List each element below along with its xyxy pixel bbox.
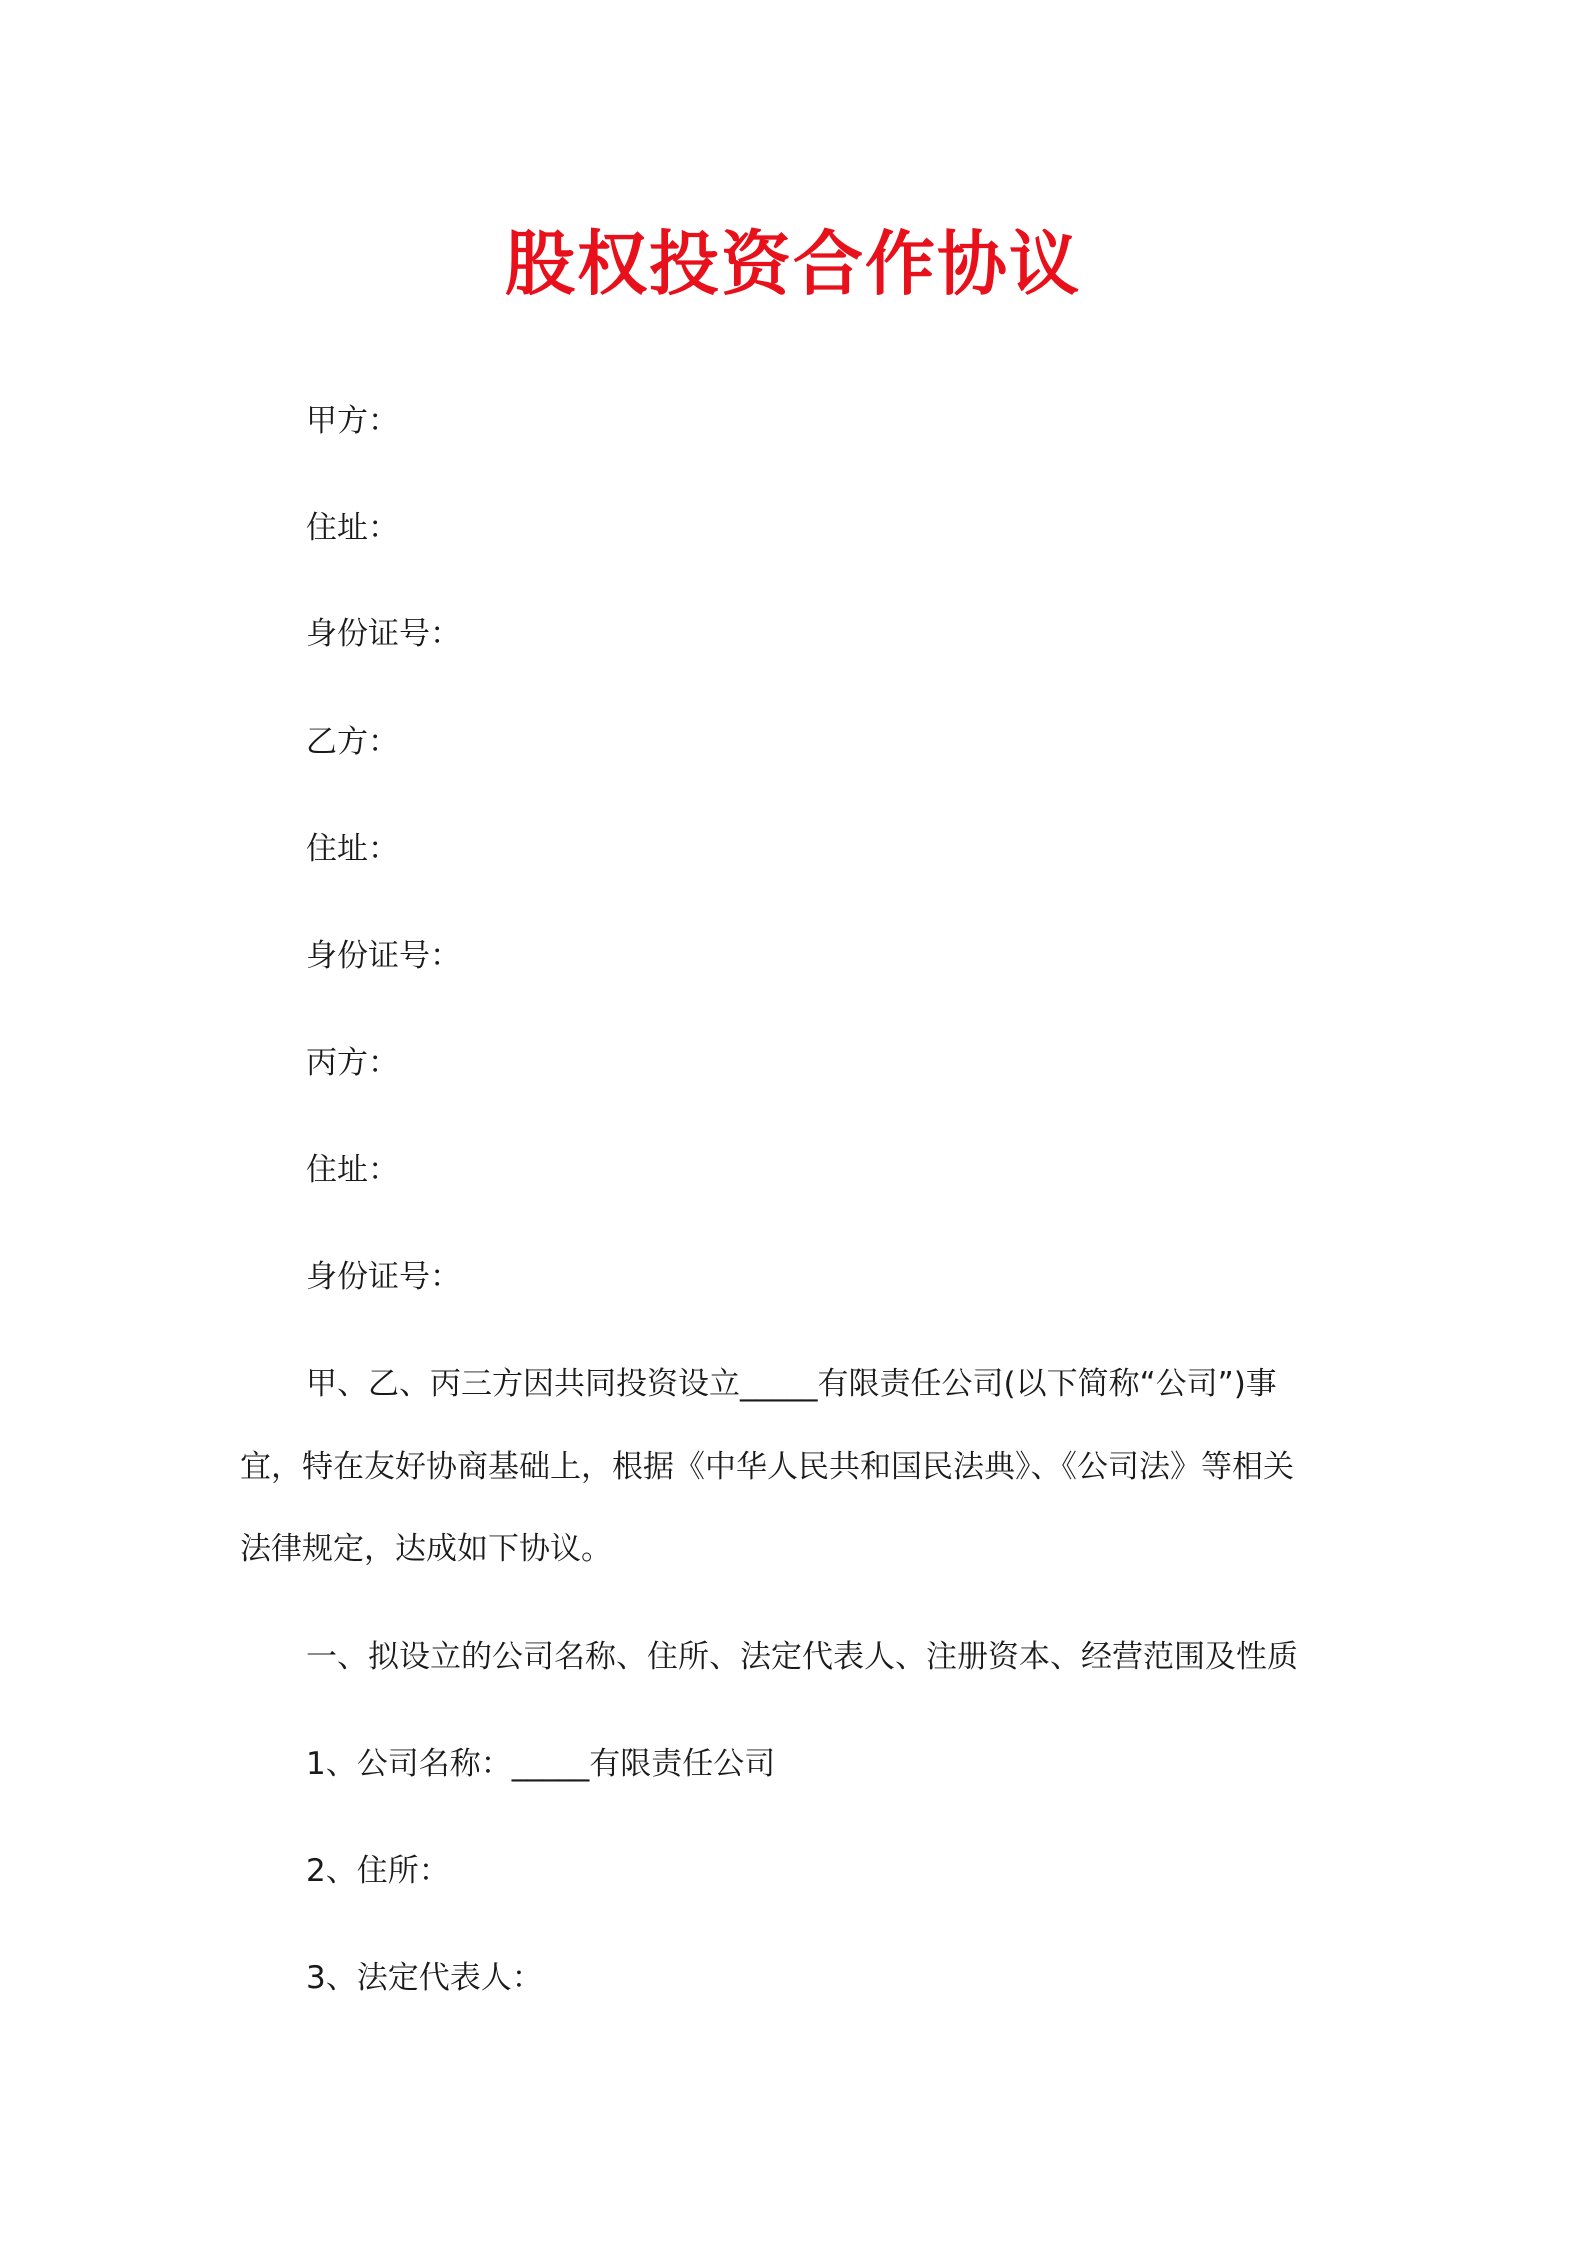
party-c-id-label: 身份证号： [306, 1259, 461, 1295]
document-title: 股权投资合作协议 [505, 223, 1081, 305]
section-1-item: 3、法定代表人： [306, 1960, 543, 1996]
party-a-address-label: 住址： [306, 510, 399, 546]
party-c-address-label: 住址： [306, 1152, 399, 1188]
party-a-label: 甲方： [306, 403, 399, 439]
intro-line-3: 法律规定，达成如下协议。 [240, 1531, 612, 1567]
intro-line-2: 宜，特在友好协商基础上，根据《中华人民共和国民法典》、《公司法》等相关 [240, 1449, 1294, 1485]
party-a-id-label: 身份证号： [306, 616, 461, 652]
party-c-label: 丙方： [306, 1045, 399, 1081]
intro-line-1: 甲、乙、丙三方因共同投资设立_____有限责任公司(以下简称“公司”)事 [306, 1366, 1277, 1402]
section-1-heading: 一、拟设立的公司名称、住所、法定代表人、注册资本、经营范围及性质 [306, 1639, 1298, 1675]
section-1-item: 2、住所： [306, 1853, 450, 1889]
party-b-address-label: 住址： [306, 831, 399, 867]
party-b-label: 乙方： [306, 724, 399, 760]
section-1-item: 1、公司名称：_____有限责任公司 [306, 1746, 776, 1782]
party-b-id-label: 身份证号： [306, 938, 461, 974]
